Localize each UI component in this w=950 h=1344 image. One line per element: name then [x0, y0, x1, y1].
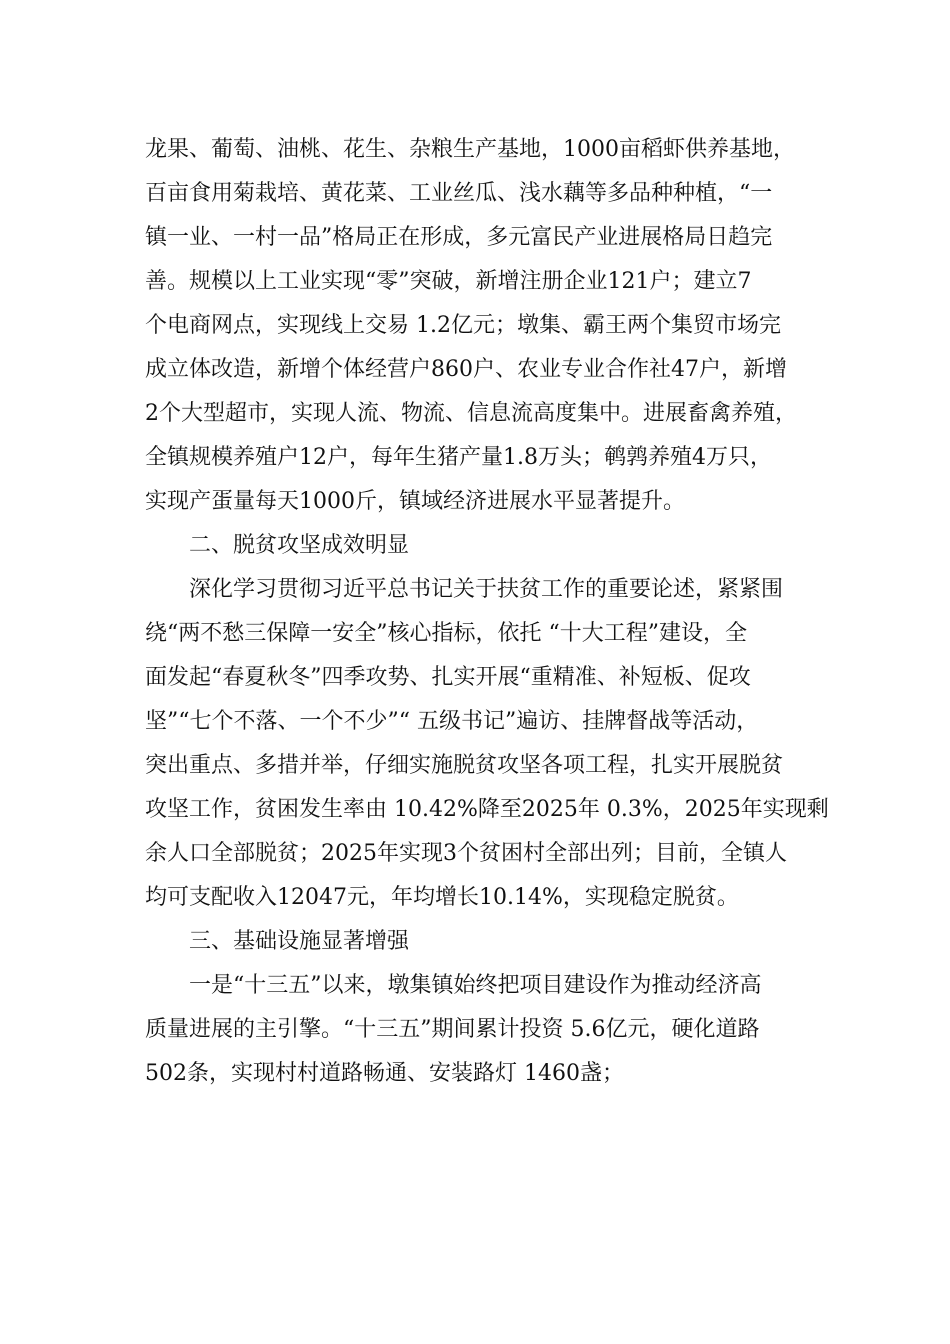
text-line: 实现产蛋量每天1000斤，镇域经济进展水平显著提升。: [145, 489, 685, 514]
section-heading-poverty-alleviation: 二、脱贫攻坚成效明显: [189, 533, 410, 558]
section-heading-infrastructure: 三、基础设施显著增强: [189, 929, 410, 954]
paragraph-poverty-alleviation: [145, 568, 829, 920]
text-line: 全镇规模养殖户12户，每年生猪产量1.8万头；鹌鹑养殖4万只，: [145, 445, 772, 470]
text-line: 深化学习贯彻习近平总书记关于扶贫工作的重要论述，紧紧围: [189, 577, 784, 602]
text-line: 突出重点、多措并举，仔细实施脱贫攻坚各项工程，扎实开展脱贫: [145, 753, 784, 778]
text-line: 坚”“七个不落、一个不少”“ 五级书记”遍访、挂牌督战等活动，: [145, 709, 759, 734]
text-line: 2个大型超市，实现人流、物流、信息流高度集中。进展畜禽养殖，: [145, 401, 797, 426]
paragraph-infrastructure: [145, 964, 825, 1096]
text-line: 攻坚工作，贫困发生率由 10.42%降至2025年 0.3%，2025年实现剩: [145, 797, 829, 822]
text-line: 质量进展的主引擎。“十三五”期间累计投资 5.6亿元，硬化道路: [145, 1017, 760, 1042]
text-line: 镇一业、一村一品”格局正在形成，多元富民产业进展格局日趋完: [145, 225, 773, 250]
text-line: 善。规模以上工业实现“零”突破，新增注册企业121户；建立7: [145, 269, 752, 294]
text-line: 一是“十三五”以来，墩集镇始终把项目建设作为推动经济高: [189, 973, 762, 998]
text-line: 龙果、葡萄、油桃、花生、杂粮生产基地，1000亩稻虾供养基地，: [145, 137, 795, 162]
text-line: 个电商网点，实现线上交易 1.2亿元；墩集、霸王两个集贸市场完: [145, 313, 781, 338]
text-line: 均可支配收入12047元，年均增长10.14%，实现稳定脱贫。: [145, 885, 739, 910]
document-body: [145, 128, 829, 1096]
text-line: 绕“两不愁三保障一安全”核心指标，依托 “十大工程”建设，全: [145, 621, 747, 646]
text-line: 成立体改造，新增个体经营户860户、农业专业合作社47户，新增: [145, 357, 787, 382]
paragraph-industry-development: [145, 128, 825, 524]
text-line: 余人口全部脱贫；2025年实现3个贫困村全部出列；目前，全镇人: [145, 841, 787, 866]
text-line: 502条，实现村村道路畅通、安装路灯 1460盏；: [145, 1061, 624, 1086]
text-line: 百亩食用菊栽培、黄花菜、工业丝瓜、浅水藕等多品种种植，“一: [145, 181, 773, 206]
text-line: 面发起“春夏秋冬”四季攻势、扎实开展“重精准、补短板、促攻: [145, 665, 751, 690]
